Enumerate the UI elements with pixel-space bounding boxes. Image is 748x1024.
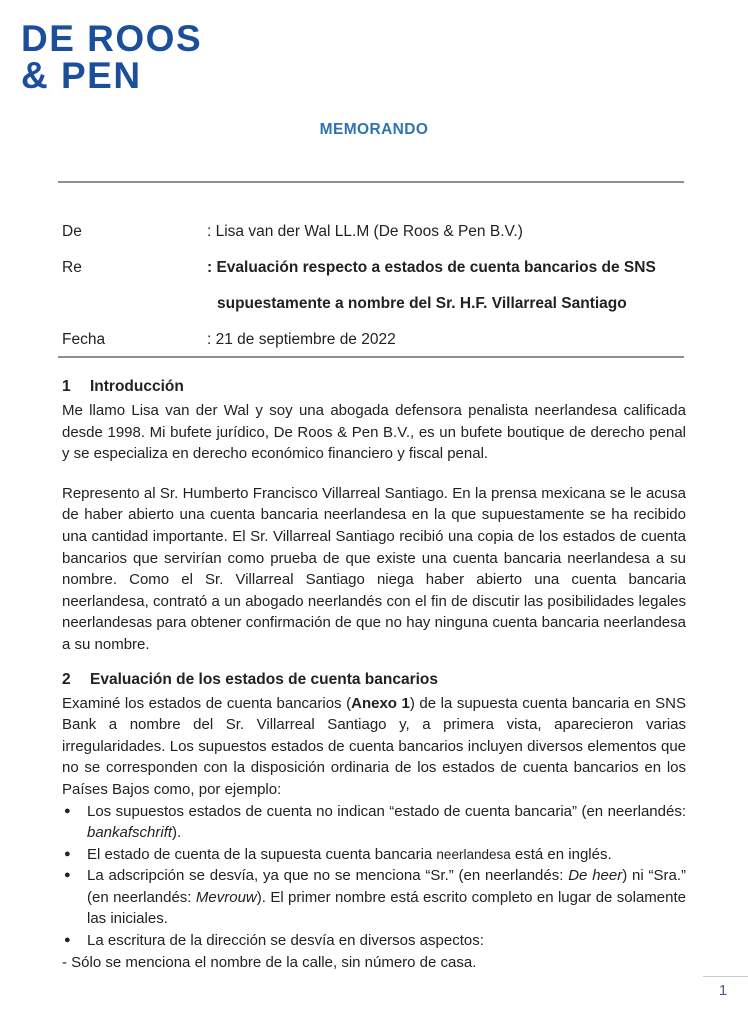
section-1-title: Introducción <box>90 378 184 395</box>
bullet-item-2 <box>62 844 686 866</box>
section-2-number: 2 <box>62 670 71 688</box>
bullet-item-4 <box>62 930 686 952</box>
bullet-text-3: La adscripción se desvía, ya que no se menciona “Sr.” (en neerlandés: De heer) ni “Sra.” (en neerlandés: Mevrouw). El primer nombre está escrito completo en lugar de solamente las iniciales. <box>87 867 686 928</box>
firm-logo-line1: DE ROOS <box>21 18 203 59</box>
field-label-de: De <box>62 223 82 240</box>
section-1-number: 1 <box>62 378 71 395</box>
memo-field-re <box>62 250 686 322</box>
section-2-heading <box>62 670 686 689</box>
bullet-text-2: El estado de cuenta de la supuesta cuenta bancaria neerlandesa está en inglés. <box>87 845 612 863</box>
field-value-re-line2: supuestamente a nombre del Sr. H.F. Villarreal Santiago <box>217 295 627 312</box>
bullet-item-3 <box>62 865 686 930</box>
firm-logo-line2: & PEN <box>21 55 142 96</box>
section-1-paragraph-1: Me llamo Lisa van der Wal y soy una abogada defensora penalista neerlandesa calificada desde 1998. Mi bufete jurídico, De Roos & Pen B.V., es un bufete boutique de derecho penal y se especializa en derecho económico financiero y fiscal penal. <box>62 402 686 463</box>
bullet-marker: ● <box>64 934 71 947</box>
memo-body <box>62 377 686 973</box>
bullet-text-1: Los supuestos estados de cuenta no indican “estado de cuenta bancaria” (en neerlandés: bankafschrift). <box>87 802 686 842</box>
field-value-re-line1: : Evaluación respecto a estados de cuenta bancarios de SNS <box>207 259 656 276</box>
horizontal-rule-mid <box>58 356 684 358</box>
horizontal-rule-top <box>58 181 684 183</box>
memo-field-de <box>62 214 686 250</box>
bullet-item-1 <box>62 801 686 844</box>
section-1-paragraph-2: Represento al Sr. Humberto Francisco Villarreal Santiago. En la prensa mexicana se le acusa de haber abierto una cuenta bancaria neerlandesa en la que supuestamente se ha recibido una cantidad importante. El Sr. Villarreal Santiago recibió una copia de los estados de cuenta bancarios que servirían como prueba de que existe una cuenta bancaria neerlandesa a su nombre. Como el Sr. Villarreal Santiago niega haber abierto una cuenta bancaria neerlandesa, contrató a un abogado neerlandés con el fin de discutir las posibilidades legales neerlandesas para obtener confirmación de que no hay ninguna cuenta bancaria neerlandesa a su nombre. <box>62 484 686 653</box>
page-number: 1 <box>718 982 728 999</box>
field-value-de: : Lisa van der Wal LL.M (De Roos & Pen B.V.) <box>207 223 523 240</box>
memo-title: MEMORANDO <box>319 121 429 138</box>
footer-rule <box>703 976 748 977</box>
memo-field-fecha <box>62 322 686 358</box>
dash-sub-item: - Sólo se menciona el nombre de la calle, sin número de casa. <box>62 953 477 971</box>
section-1-heading <box>62 377 686 396</box>
field-label-fecha: Fecha <box>62 331 106 348</box>
field-value-fecha: : 21 de septiembre de 2022 <box>207 331 396 348</box>
field-label-re: Re <box>62 259 82 276</box>
bullet-marker: ● <box>64 804 71 817</box>
bullet-marker: ● <box>64 847 71 860</box>
field-value-re <box>207 250 686 322</box>
section-2-title: Evaluación de los estados de cuenta bancarios <box>90 670 439 688</box>
memo-header-fields <box>62 214 686 358</box>
firm-logo <box>21 20 202 94</box>
bullet-text-4: La escritura de la dirección se desvía en diversos aspectos: <box>87 932 484 950</box>
bullet-marker: ● <box>64 869 71 882</box>
section-2-intro: Examiné los estados de cuenta bancarios (Anexo 1) de la supuesta cuenta bancaria en SNS Bank a nombre del Sr. Villarreal Santiago y, a primera vista, aparecieron varias irregularidades. Los supuestos estados de cuenta bancarios incluyen diversos elementos que no se corresponden con la disposición ordinaria de los estados de cuenta bancarios en los Países Bajos como, por ejemplo: <box>62 694 686 798</box>
